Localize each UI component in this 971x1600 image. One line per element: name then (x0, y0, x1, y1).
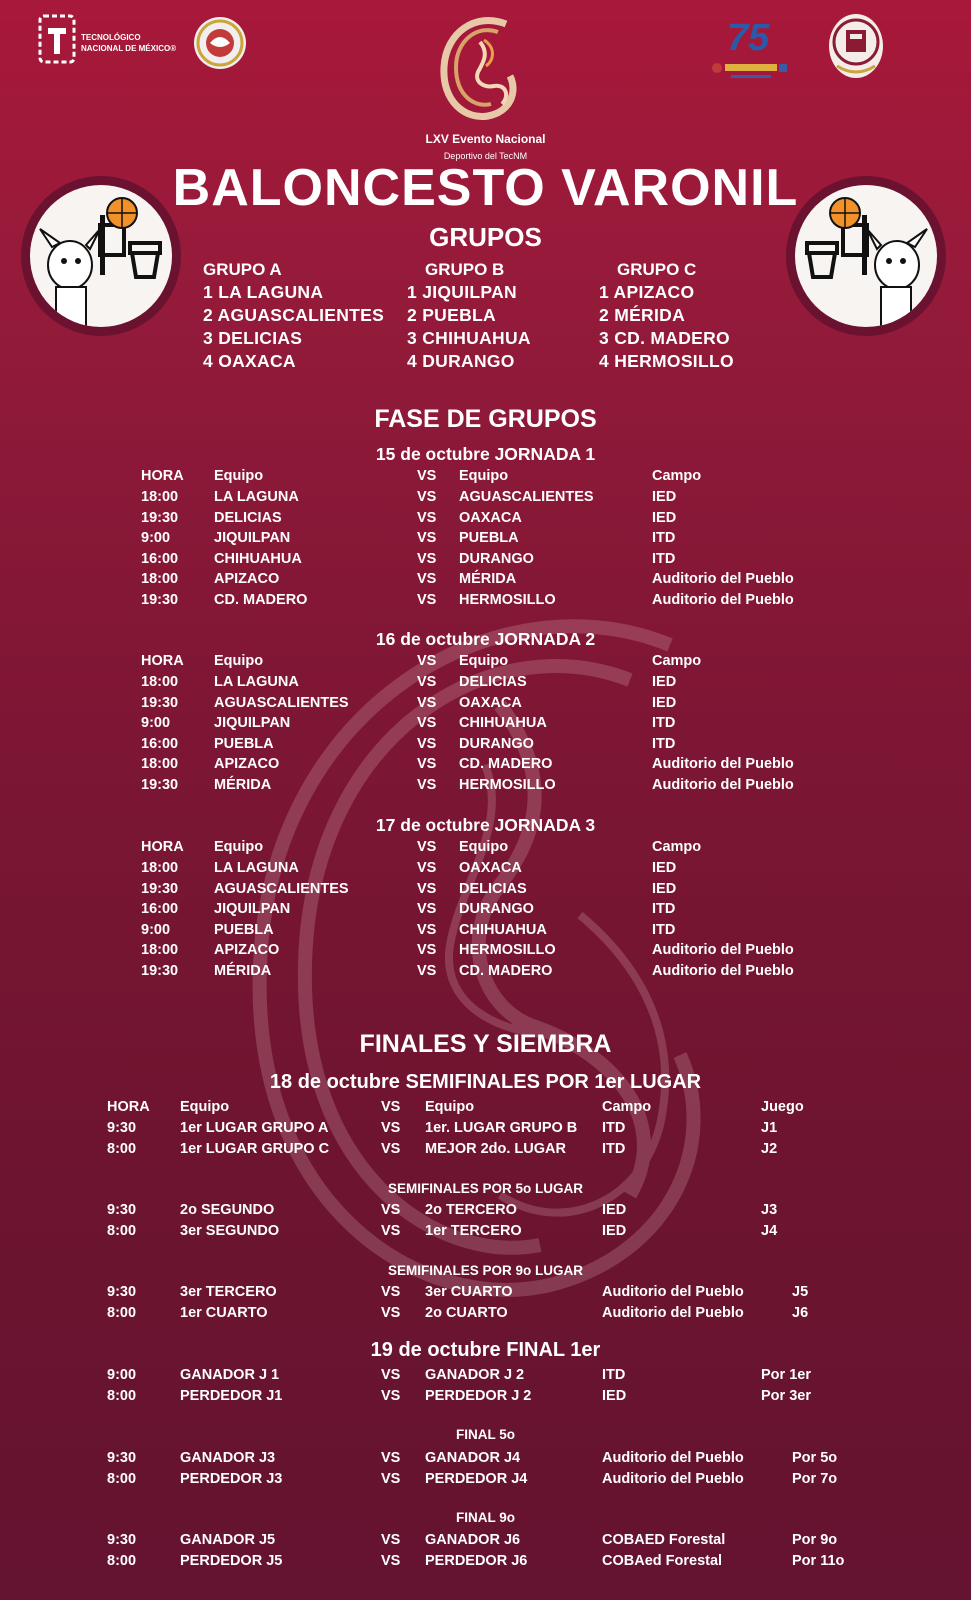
cell: VS (417, 735, 437, 752)
cell: 16:00 (141, 901, 179, 918)
cell: AGUASCALIENTES (214, 694, 349, 711)
table-row (0, 1551, 971, 1571)
group-team: 4 HERMOSILLO (599, 351, 734, 371)
cell: 19:30 (141, 880, 179, 897)
cell: HERMOSILLO (459, 592, 556, 608)
cell: LA LAGUNA (214, 860, 299, 876)
cell: Por 5o (792, 1450, 838, 1466)
cell: 9:00 (141, 921, 171, 938)
cell: VS (417, 715, 437, 732)
day-title: 17 de octubre JORNADA 3 (375, 815, 596, 835)
cell: Por 11o (792, 1552, 845, 1569)
cell: Equipo (459, 653, 509, 669)
cell: OAXACA (459, 509, 522, 526)
cell: IED (652, 509, 677, 526)
tecnm-name-line1: TECNOLÓGICO (81, 33, 141, 42)
group-team: 1 APIZACO (599, 282, 695, 302)
cell: 9:30 (107, 1532, 137, 1548)
cell: 19:30 (141, 963, 179, 979)
mascot-left-badge (21, 176, 181, 336)
cell: AGUASCALIENTES (214, 880, 349, 897)
final9-title: FINAL 9o (455, 1510, 515, 1525)
cell: Auditorio del Pueblo (602, 1470, 744, 1487)
cell: PERDEDOR J 2 (425, 1387, 532, 1404)
semis5-title: SEMIFINALES POR 5o LUGAR (387, 1181, 583, 1196)
cell: Equipo (214, 468, 264, 484)
cell: J5 (792, 1284, 809, 1300)
cell: 9:30 (107, 1120, 137, 1136)
cell: JIQUILPAN (214, 901, 291, 918)
cell: J1 (761, 1120, 778, 1136)
cell: J2 (761, 1140, 778, 1157)
cell: GANADOR J3 (180, 1450, 276, 1466)
table-row (0, 1118, 971, 1138)
tecnm-name-line2: NACIONAL DE MÉXICO® (81, 44, 177, 53)
table-row (0, 858, 971, 878)
table-row (0, 734, 971, 754)
cell: VS (417, 880, 437, 897)
basketball-mascot-icon (30, 185, 172, 327)
cell: VS (381, 1120, 401, 1136)
group-name: GRUPO A (203, 260, 282, 279)
cell: PERDEDOR J1 (180, 1387, 283, 1404)
cell: 8:00 (107, 1222, 137, 1239)
cell: VS (381, 1202, 401, 1218)
cell: 18:00 (141, 489, 179, 505)
cell: 9:00 (107, 1367, 137, 1383)
cell: Campo (652, 468, 702, 484)
cell: 9:30 (107, 1450, 137, 1466)
group-phase-title: FASE DE GRUPOS (374, 405, 597, 433)
cell: 3er CUARTO (425, 1284, 513, 1300)
svg-text:75: 75 (727, 17, 770, 59)
cell: 9:00 (141, 715, 171, 732)
cell: 19:30 (141, 509, 179, 526)
cell: APIZACO (214, 942, 280, 959)
cell: ITD (652, 550, 676, 567)
event-name: LXV Evento Nacional (425, 132, 546, 146)
cell: 16:00 (141, 735, 179, 752)
cell: 8:00 (107, 1552, 137, 1569)
group-name: GRUPO C (617, 260, 697, 279)
tecnm-name (81, 32, 176, 54)
group-team: 1 LA LAGUNA (203, 282, 324, 302)
cell: VS (381, 1222, 401, 1239)
cell: LA LAGUNA (214, 489, 299, 505)
cell: Equipo (180, 1099, 230, 1115)
cell: J4 (761, 1222, 778, 1239)
cell: CHIHUAHUA (214, 550, 302, 567)
cell: Por 3er (761, 1387, 811, 1404)
cell: PERDEDOR J4 (425, 1470, 528, 1487)
cell: VS (417, 653, 437, 669)
cell: VS (417, 674, 437, 690)
cell: Por 7o (792, 1470, 838, 1487)
cell: PUEBLA (459, 530, 519, 547)
cell: IED (602, 1202, 627, 1218)
header (0, 0, 971, 170)
table-header (0, 1097, 971, 1117)
cell: 18:00 (141, 942, 179, 959)
cell: DURANGO (459, 550, 534, 567)
cell: Equipo (214, 653, 264, 669)
groups-title: GRUPOS (429, 222, 542, 252)
cell: OAXACA (459, 694, 522, 711)
table-row (0, 1139, 971, 1159)
cell: Campo (602, 1099, 652, 1115)
cell: Equipo (459, 468, 509, 484)
cell: CHIHUAHUA (459, 921, 547, 938)
group-team: 2 MÉRIDA (599, 305, 686, 325)
table-row (0, 1303, 971, 1323)
cell: Por 9o (792, 1532, 838, 1548)
cell: APIZACO (214, 571, 280, 588)
table-header (0, 837, 971, 857)
cell: VS (417, 777, 437, 793)
table-row (0, 590, 971, 610)
cell: 19:30 (141, 777, 179, 793)
table-row (0, 1469, 971, 1489)
cell: 19:30 (141, 592, 179, 608)
institution-seal-logo (829, 14, 883, 78)
cell: ITD (602, 1140, 626, 1157)
cell: J3 (761, 1202, 778, 1218)
cell: VS (381, 1284, 401, 1300)
table-row (0, 693, 971, 713)
cell: Por 1er (761, 1367, 811, 1383)
cell: Campo (652, 653, 702, 669)
table-header (0, 651, 971, 671)
cell: 9:00 (141, 530, 171, 547)
cell: 9:30 (107, 1284, 137, 1300)
cell: VS (381, 1552, 401, 1569)
cell: LA LAGUNA (214, 674, 299, 690)
cell: VS (381, 1140, 401, 1157)
table-row (0, 1530, 971, 1550)
cell: Juego (761, 1099, 804, 1115)
cell: GANADOR J 1 (180, 1367, 280, 1383)
final5-title: FINAL 5o (455, 1427, 515, 1442)
cell: VS (417, 530, 437, 547)
group-c (599, 259, 734, 373)
cell: 18:00 (141, 860, 179, 876)
cell: VS (417, 571, 437, 588)
cell: 8:00 (107, 1140, 137, 1157)
cell: VS (417, 860, 437, 876)
cell: VS (417, 509, 437, 526)
finals-title: FINALES Y SIEMBRA (359, 1030, 612, 1058)
cell: HERMOSILLO (459, 777, 556, 793)
table-row (0, 549, 971, 569)
cell: Equipo (214, 839, 264, 855)
cell: HORA (141, 653, 184, 669)
cell: HORA (141, 468, 184, 484)
cell: 3er SEGUNDO (180, 1222, 280, 1239)
table-row (0, 569, 971, 589)
group-b (407, 259, 531, 373)
cell: Equipo (459, 839, 509, 855)
table-row (0, 920, 971, 940)
group-team: 3 CHIHUAHUA (407, 328, 531, 348)
cell: VS (417, 550, 437, 567)
table-row (0, 879, 971, 899)
cell: PUEBLA (214, 921, 274, 938)
event-65-logo (436, 12, 526, 124)
cell: 8:00 (107, 1304, 137, 1321)
cell: MÉRIDA (214, 777, 272, 793)
cell: Campo (652, 839, 702, 855)
cell: IED (652, 694, 677, 711)
cell: DURANGO (459, 901, 534, 918)
group-name: GRUPO B (425, 260, 505, 279)
cell: ITD (602, 1367, 626, 1383)
cell: DELICIAS (459, 880, 527, 897)
cell: MÉRIDA (214, 963, 272, 979)
cell: 8:00 (107, 1387, 137, 1404)
cell: ITD (652, 735, 676, 752)
table-row (0, 775, 971, 795)
cell: JIQUILPAN (214, 715, 291, 732)
cell: 8:00 (107, 1470, 137, 1487)
cell: Auditorio del Pueblo (652, 942, 794, 959)
event-subtitle: Deportivo del TecNM (443, 151, 528, 161)
tecnm-gear-icon (38, 14, 76, 66)
cell: IED (652, 860, 677, 876)
cell: APIZACO (214, 756, 280, 773)
group-team: 4 DURANGO (407, 351, 515, 371)
cell: Auditorio del Pueblo (652, 592, 794, 608)
cell: HORA (141, 839, 184, 855)
group-team: 4 OAXACA (203, 351, 296, 371)
cell: MEJOR 2do. LUGAR (425, 1140, 566, 1157)
semis9-title: SEMIFINALES POR 9o LUGAR (387, 1263, 583, 1278)
cell: 9:30 (107, 1202, 137, 1218)
cell: 3er TERCERO (180, 1284, 277, 1300)
cell: IED (652, 674, 677, 690)
table-row (0, 1200, 971, 1220)
group-team: 2 AGUASCALIENTES (203, 305, 385, 325)
day-title: 15 de octubre JORNADA 1 (375, 444, 596, 464)
cell: VS (417, 756, 437, 773)
cell: IED (602, 1387, 627, 1404)
cell: PUEBLA (214, 735, 274, 752)
cell: VS (417, 468, 437, 484)
cell: DURANGO (459, 735, 534, 752)
cell: Auditorio del Pueblo (602, 1450, 744, 1466)
cell: VS (381, 1450, 401, 1466)
table-row (0, 1282, 971, 1302)
cell: OAXACA (459, 860, 522, 876)
cell: ITD (652, 901, 676, 918)
cell: VS (381, 1367, 401, 1383)
group-team: 3 DELICIAS (203, 328, 303, 348)
cell: VS (417, 592, 437, 608)
cell: GANADOR J 2 (425, 1367, 525, 1383)
table-row (0, 508, 971, 528)
cell: JIQUILPAN (214, 530, 291, 547)
cell: VS (417, 942, 437, 959)
cell: 1er LUGAR GRUPO A (180, 1120, 329, 1136)
cell: MÉRIDA (459, 571, 517, 588)
group-a (203, 259, 384, 373)
cell: HERMOSILLO (459, 942, 556, 959)
cell: J6 (792, 1304, 809, 1321)
cell: 18:00 (141, 674, 179, 690)
cell: Auditorio del Pueblo (602, 1304, 744, 1321)
table-row (0, 1221, 971, 1241)
table-row (0, 899, 971, 919)
cell: Auditorio del Pueblo (652, 963, 794, 979)
cell: VS (381, 1532, 401, 1548)
cell: ITD (652, 530, 676, 547)
cell: ITD (652, 715, 676, 732)
cell: PERDEDOR J3 (180, 1470, 283, 1487)
cell: 19:30 (141, 694, 179, 711)
cell: PERDEDOR J6 (425, 1552, 528, 1569)
cell: COBAed Forestal (602, 1552, 723, 1569)
table-row (0, 1365, 971, 1385)
cell: 16:00 (141, 550, 179, 567)
cell: VS (417, 694, 437, 711)
cell: VS (417, 839, 437, 855)
table-header (0, 466, 971, 486)
cell: VS (381, 1099, 401, 1115)
page-title: BALONCESTO VARONIL (172, 159, 799, 217)
group-team: 1 JIQUILPAN (407, 282, 517, 302)
cell: IED (652, 880, 677, 897)
75-anniversary-logo (709, 12, 791, 82)
cell: GANADOR J4 (425, 1450, 521, 1466)
cell: VS (417, 901, 437, 918)
cell: 18:00 (141, 756, 179, 773)
group-team: 2 PUEBLA (407, 305, 496, 325)
cell: CD. MADERO (214, 592, 308, 608)
table-row (0, 672, 971, 692)
cell: GANADOR J6 (425, 1532, 521, 1548)
cell: Auditorio del Pueblo (602, 1284, 744, 1300)
cell: 18:00 (141, 571, 179, 588)
cell: 1er TERCERO (425, 1222, 522, 1239)
cell: Equipo (425, 1099, 475, 1115)
table-row (0, 1386, 971, 1406)
group-team: 3 CD. MADERO (599, 328, 730, 348)
table-row (0, 1448, 971, 1468)
day-title: 16 de octubre JORNADA 2 (375, 629, 596, 649)
cell: AGUASCALIENTES (459, 489, 594, 505)
cell: CD. MADERO (459, 963, 553, 979)
day19-title: 19 de octubre FINAL 1er (370, 1339, 601, 1361)
cell: VS (381, 1387, 401, 1404)
cell: CD. MADERO (459, 756, 553, 773)
cell: PERDEDOR J5 (180, 1552, 283, 1569)
cell: COBAED Forestal (602, 1532, 726, 1548)
cell: 2o TERCERO (425, 1202, 517, 1218)
cell: ITD (602, 1120, 626, 1136)
eagle-seal-logo (194, 17, 246, 69)
cell: VS (381, 1304, 401, 1321)
table-row (0, 961, 971, 981)
cell: 1er LUGAR GRUPO C (180, 1140, 330, 1157)
cell: HORA (107, 1099, 150, 1115)
table-row (0, 754, 971, 774)
cell: IED (602, 1222, 627, 1239)
cell: CHIHUAHUA (459, 715, 547, 732)
cell: VS (417, 489, 437, 505)
cell: ITD (652, 921, 676, 938)
basketball-mascot-icon (795, 185, 937, 327)
mascot-right-badge (786, 176, 946, 336)
cell: Auditorio del Pueblo (652, 571, 794, 588)
cell: DELICIAS (459, 674, 527, 690)
cell: Auditorio del Pueblo (652, 756, 794, 773)
cell: GANADOR J5 (180, 1532, 276, 1548)
table-row (0, 940, 971, 960)
table-row (0, 528, 971, 548)
cell: 2o CUARTO (425, 1304, 508, 1321)
table-row (0, 713, 971, 733)
table-row (0, 487, 971, 507)
cell: 1er. LUGAR GRUPO B (425, 1120, 578, 1136)
cell: Auditorio del Pueblo (652, 777, 794, 793)
cell: VS (417, 963, 437, 979)
cell: 2o SEGUNDO (180, 1202, 275, 1218)
cell: IED (652, 489, 677, 505)
cell: VS (381, 1470, 401, 1487)
cell: DELICIAS (214, 509, 282, 526)
cell: 1er CUARTO (180, 1304, 268, 1321)
cell: VS (417, 921, 437, 938)
day18-title: 18 de octubre SEMIFINALES POR 1er LUGAR (269, 1071, 702, 1093)
